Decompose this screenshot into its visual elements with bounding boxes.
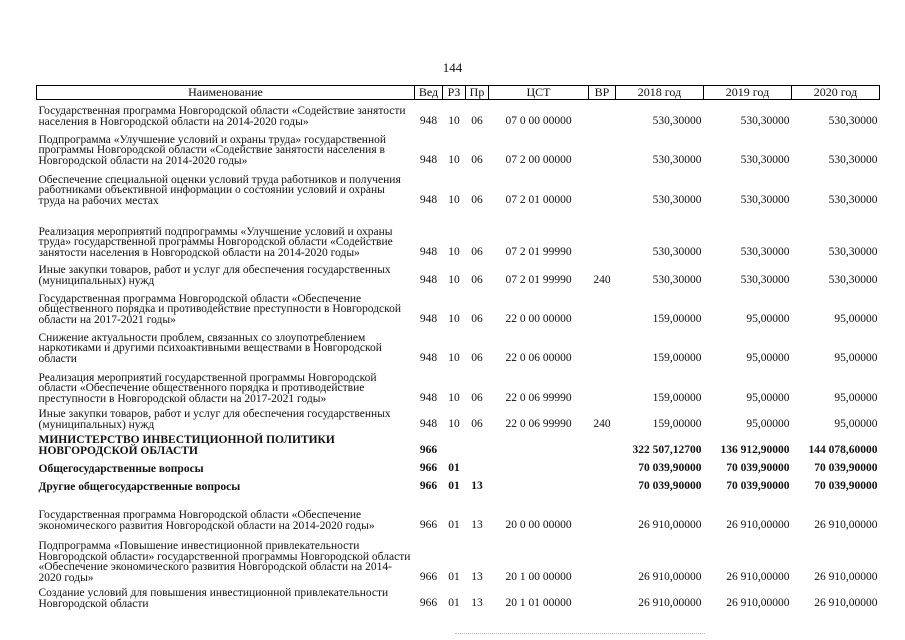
row-vr: [589, 584, 616, 610]
row-cst: 22 0 06 00000: [505, 351, 572, 364]
row-name: МИНИСТЕРСТВО ИНВЕСТИЦИОННОЙ ПОЛИТИКИ НОВГОРОДСКОЙ ОБЛАСТИ: [38, 434, 335, 457]
row-cst: 22 0 00 00000: [505, 312, 572, 325]
table-row: [37, 365, 880, 405]
row-2018: 159,00000: [652, 312, 702, 325]
row-2020: 26 910,00000: [814, 570, 878, 583]
row-cst: 07 2 00 00000: [505, 153, 572, 166]
row-2020: 95,00000: [834, 417, 878, 430]
bottom-edge-artifact: [455, 633, 705, 637]
row-vr: [589, 532, 616, 584]
row-vr: [589, 207, 616, 259]
row-2020: 26 910,00000: [814, 518, 878, 531]
table-row: [37, 431, 880, 457]
table-row: [37, 259, 880, 287]
row-2018: 530,30000: [652, 114, 702, 127]
row-2019: 26 910,00000: [726, 518, 790, 531]
row-name: Иные закупки товаров, работ и услуг для обеспечения государственных (муниципальных) нужд: [38, 264, 391, 287]
row-vr: [589, 100, 616, 129]
row-rz: 10: [448, 417, 460, 430]
table-row: [37, 475, 880, 493]
header-ved: Вед: [415, 86, 443, 100]
row-2018: 159,00000: [652, 391, 702, 404]
row-2020: 70 039,90000: [814, 479, 878, 492]
row-rz: 10: [448, 273, 460, 286]
row-ved: 966: [419, 596, 438, 609]
row-2018: 26 910,00000: [638, 518, 702, 531]
row-2019: 95,00000: [746, 351, 790, 364]
row-vr: [589, 167, 616, 207]
row-name: Иные закупки товаров, работ и услуг для обеспечения государственных (муниципальных) нужд: [38, 408, 391, 431]
row-vr: [589, 493, 616, 532]
row-name: Государственная программа Новгородской области «Содействие занятости населения в Новгородской области на 2014-2020 годы»: [38, 105, 406, 128]
row-2019: 95,00000: [746, 417, 790, 430]
row-2019: 95,00000: [746, 391, 790, 404]
row-2018: 26 910,00000: [638, 596, 702, 609]
header-pr: Пр: [466, 86, 489, 100]
row-rz: 01: [448, 461, 460, 474]
row-rz: 10: [448, 312, 460, 325]
row-cst: 20 0 00 00000: [505, 518, 572, 531]
row-2019: 26 910,00000: [726, 570, 790, 583]
row-name: Реализация мероприятий подпрограммы «Улучшение условий и охраны труда» государственной программы Новгородской области «Содействие занятости населения в Новгородской области на 2014-2020 годы»: [38, 225, 393, 259]
row-2020: 95,00000: [834, 312, 878, 325]
row-rz: 10: [448, 114, 460, 127]
table-row: [37, 493, 880, 532]
row-pr: 06: [471, 417, 483, 430]
row-vr: [589, 431, 616, 457]
row-2018: 322 507,12700: [632, 443, 702, 456]
row-cst: 22 0 06 99990: [505, 417, 572, 430]
table-header-row: [37, 86, 880, 100]
row-pr: 06: [471, 391, 483, 404]
row-name: Общегосударственные вопросы: [38, 462, 204, 475]
row-rz: 10: [448, 153, 460, 166]
row-2018: 159,00000: [652, 417, 702, 430]
row-name: Государственная программа Новгородской области «Обеспечение общественного порядка и противодействие преступности в Новгородской области на 2017-2021 годы»: [38, 292, 402, 326]
row-rz: 01: [448, 570, 460, 583]
table-row: [37, 405, 880, 431]
table-row: [37, 457, 880, 475]
row-cst: [489, 457, 589, 475]
row-pr: 06: [471, 153, 483, 166]
row-2020: 70 039,90000: [814, 461, 878, 474]
row-2019: 530,30000: [740, 193, 790, 206]
row-2020: 530,30000: [828, 153, 878, 166]
row-pr: 13: [471, 518, 483, 531]
row-name: Государственная программа Новгородской области «Обеспечение экономического развития Новгородской области на 2014-2020 годы»: [38, 509, 375, 532]
row-2020: 26 910,00000: [814, 596, 878, 609]
budget-table: [36, 85, 880, 610]
row-2019: 530,30000: [740, 153, 790, 166]
page-number: 144: [442, 60, 463, 75]
table-row: [37, 207, 880, 259]
row-pr: [466, 431, 489, 457]
row-ved: 948: [419, 193, 438, 206]
row-ved: 948: [419, 245, 438, 258]
row-2018: 530,30000: [652, 153, 702, 166]
row-2019: 530,30000: [740, 114, 790, 127]
row-vr: [589, 457, 616, 475]
row-cst: 20 1 01 00000: [505, 596, 572, 609]
row-pr: 06: [471, 245, 483, 258]
row-pr: 13: [471, 596, 483, 609]
row-2020: 530,30000: [828, 114, 878, 127]
row-vr: [589, 128, 616, 167]
row-2019: 530,30000: [740, 245, 790, 258]
row-2018: 70 039,90000: [638, 461, 702, 474]
row-2019: 95,00000: [746, 312, 790, 325]
row-rz: [443, 431, 466, 457]
row-2020: 530,30000: [828, 193, 878, 206]
row-ved: 966: [419, 479, 438, 492]
row-ved: 948: [419, 114, 438, 127]
row-vr: 240: [593, 273, 611, 286]
row-vr: [589, 365, 616, 405]
row-ved: 966: [419, 461, 438, 474]
row-vr: [589, 287, 616, 326]
row-ved: 966: [419, 570, 438, 583]
table-row: [37, 128, 880, 167]
row-ved: 948: [419, 273, 438, 286]
table-row: [37, 167, 880, 207]
table-row: [37, 100, 880, 129]
row-ved: 966: [419, 443, 438, 456]
row-cst: 22 0 06 99990: [505, 391, 572, 404]
header-2018: 2018 год: [616, 86, 704, 100]
row-ved: 966: [419, 518, 438, 531]
row-rz: 01: [448, 518, 460, 531]
row-pr: 06: [471, 193, 483, 206]
row-pr: 06: [471, 351, 483, 364]
row-cst: [489, 431, 589, 457]
row-2018: 26 910,00000: [638, 570, 702, 583]
row-pr: 06: [471, 273, 483, 286]
row-pr: 13: [471, 479, 483, 492]
row-name: Подпрограмма «Повышение инвестиционной привлекательности Новгородской области» государственной программы Новгородской области «Обеспечение экономического развития Новгородской области на 2014-2020 годы»: [38, 540, 411, 584]
row-rz: 10: [448, 391, 460, 404]
row-2020: 530,30000: [828, 245, 878, 258]
row-2019: 26 910,00000: [726, 596, 790, 609]
row-rz: 10: [448, 193, 460, 206]
row-vr: [589, 326, 616, 365]
table-row: [37, 532, 880, 584]
header-name: Наименование: [37, 86, 415, 100]
row-2020: 95,00000: [834, 391, 878, 404]
row-2018: 70 039,90000: [638, 479, 702, 492]
row-name: Другие общегосударственные вопросы: [38, 480, 241, 493]
row-2018: 530,30000: [652, 273, 702, 286]
row-rz: 01: [448, 479, 460, 492]
row-name: Создание условий для повышения инвестиционной привлекательности Новгородской области: [38, 587, 389, 610]
row-2019: 70 039,90000: [726, 461, 790, 474]
table-row: [37, 326, 880, 365]
row-vr: 240: [593, 417, 611, 430]
row-pr: 13: [471, 570, 483, 583]
row-cst: [489, 475, 589, 493]
row-2019: 136 912,90000: [720, 443, 790, 456]
row-ved: 948: [419, 153, 438, 166]
row-2019: 70 039,90000: [726, 479, 790, 492]
row-2018: 530,30000: [652, 245, 702, 258]
row-ved: 948: [419, 351, 438, 364]
row-rz: 10: [448, 245, 460, 258]
row-rz: 10: [448, 351, 460, 364]
row-name: Подпрограмма «Улучшение условий и охраны труда» государственной программы Новгородской области «Содействие занятости населения в Новгородской области на 2014-2020 годы»: [38, 133, 387, 167]
row-name: Реализация мероприятий государственной программы Новгородской области «Обеспечение общественного порядка и противодействие преступности в Новгородской области на 2017-2021 годы»: [38, 371, 377, 405]
header-2020: 2020 год: [792, 86, 880, 100]
header-vr: ВР: [589, 86, 616, 100]
row-2018: 530,30000: [652, 193, 702, 206]
table-row: [37, 584, 880, 610]
header-rz: РЗ: [443, 86, 466, 100]
header-2019: 2019 год: [704, 86, 792, 100]
row-pr: 06: [471, 312, 483, 325]
row-2020: 144 078,60000: [808, 443, 878, 456]
row-ved: 948: [419, 417, 438, 430]
row-cst: 07 2 01 00000: [505, 193, 572, 206]
row-ved: 948: [419, 391, 438, 404]
row-2019: 530,30000: [740, 273, 790, 286]
row-cst: 07 0 00 00000: [505, 114, 572, 127]
row-vr: [589, 475, 616, 493]
row-cst: 07 2 01 99990: [505, 245, 572, 258]
row-pr: [466, 457, 489, 475]
row-ved: 948: [419, 312, 438, 325]
row-2018: 159,00000: [652, 351, 702, 364]
row-cst: 20 1 00 00000: [505, 570, 572, 583]
row-cst: 07 2 01 99990: [505, 273, 572, 286]
row-rz: 01: [448, 596, 460, 609]
row-name: Обеспечение специальной оценки условий труда работников и получения работниками объективной информации о состоянии условий и охраны труда на рабочих местах: [38, 173, 401, 207]
row-name: Снижение актуальности проблем, связанных со злоупотреблением наркотиками и другими психоактивными веществами в Новгородской области: [38, 331, 382, 365]
header-cst: ЦСТ: [489, 86, 589, 100]
row-2020: 95,00000: [834, 351, 878, 364]
row-2020: 530,30000: [828, 273, 878, 286]
row-pr: 06: [471, 114, 483, 127]
table-row: [37, 287, 880, 326]
